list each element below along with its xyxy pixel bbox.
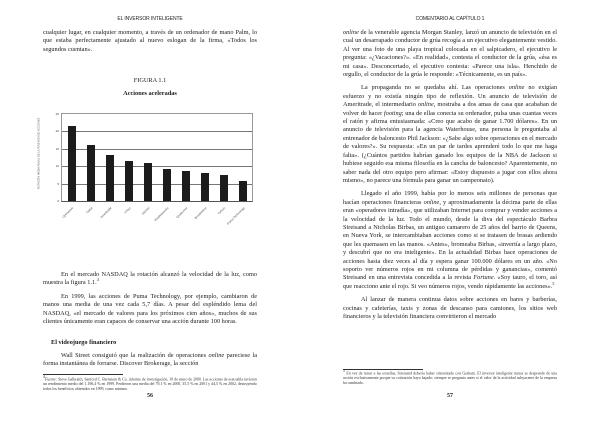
x-tick-label: Openwave bbox=[61, 206, 75, 219]
paragraph-wall-street: Wall Street consiguió que la realización de operaciones online pareciese la forma instantánea de forrarse. Discover Brokerage, la sección bbox=[43, 351, 257, 368]
footnote-left: $^4$Fuente: Steve Galbraith, Sanford C. Bernstein & Co. informe de investigación, 10 de enero de 2000. Las acciones de esta tabla tuvieron un rendimiento medio del 1.196,4 % en 1999. Perdieron una media del 79,1 % en 2000, 35,5 % en 2001 y 44,5 % en 2002, destruyendo todos los beneficios obtenidos en 1999, como mínimo. bbox=[43, 374, 257, 392]
x-tick-label: Inktomi bbox=[140, 206, 151, 216]
chart-bar bbox=[239, 181, 247, 201]
chart-bar bbox=[87, 145, 95, 201]
chart-bar bbox=[163, 169, 171, 201]
x-tick-label: Ameritrade bbox=[99, 206, 113, 220]
paragraph-1999: Llegado el año 1999, había por lo menos seis millones de personas que hacían operaciones financieras online, y aproximadamente la décima parte de ellas eran «operadores intradía», que utilizaban Internet para comprar y vender acciones a la velocidad de la luz. Todo el mundo, desde la diva del espectáculo Barbra Streisand a Nicholas Birbas, un antiguo camarero de 25 años del barrio de Queens, en Nueva York, se intercambiaban acciones como si se tratasen de brasas ardiendo que les quemasen en las manos. «Antes», bromeaba Birbas, «invertía a largo plazo, y descubrí que no era inteligente». En la actualidad Birbas hace operaciones de acciones hasta diez veces al día y espera ganar 100.000 dólares en un año. «No soporto ver números rojos en mi columna de pérdidas y ganancias», comentó Streisand en una entrevista concedida a la revista Fortune. «Soy tauro, el toro, así que reacciono ante el rojo. Si veo números rojos, vendo rápidamente las acciones».$^5$ bbox=[343, 190, 557, 290]
x-tick-label: CMGI bbox=[84, 206, 94, 215]
x-tick-label: RealNetworks bbox=[153, 206, 170, 223]
figure-title: Acciones aceleradas bbox=[123, 90, 177, 97]
footnote-divider bbox=[43, 374, 123, 375]
chart-bar bbox=[106, 155, 114, 201]
x-tick-label: Puma Technology bbox=[225, 206, 246, 226]
x-tick-label: eToys bbox=[122, 206, 132, 215]
chart-bar bbox=[182, 171, 190, 201]
running-head-right: COMENTARIO AL CAPÍTULO 1 bbox=[415, 16, 485, 22]
y-tick-label: 10 bbox=[55, 164, 59, 169]
y-tick-label: 5 bbox=[57, 181, 59, 186]
y-tick-label: 0 bbox=[57, 199, 59, 203]
chart-y-axis-label: ROTACIÓN MEDIA ANUAL DE LA TENENCIA DE ACCIONES bbox=[37, 117, 41, 190]
x-tick-label: Qualcomm bbox=[175, 206, 189, 220]
chart-bar bbox=[144, 163, 152, 201]
paragraph-nasdaq: En el mercado NASDAQ la rotación alcanzó la velocidad de la luz, como muestra la figura 1.1.$^4$ bbox=[43, 271, 257, 287]
bar-chart bbox=[33, 110, 263, 245]
page-number-right: 57 bbox=[447, 393, 453, 399]
chart-plot-area bbox=[55, 112, 253, 226]
footnote-right: $^5$ En vez de mirar a las estrellas, Streisand debería haber sintonizado con Graham. El inversor inteligente nunca se desprende de una acción exclusivamente porque su cotización haya bajado; siempre se pregunta antes si el valor de la actividad subyacente de la empresa ha cambiado. bbox=[343, 368, 557, 386]
body-text-right bbox=[343, 29, 557, 321]
footnote-divider bbox=[343, 369, 423, 370]
body-text-left bbox=[43, 271, 257, 369]
chart-bar bbox=[68, 126, 76, 201]
gridline bbox=[62, 131, 252, 132]
paragraph-propaganda: La propaganda no se quedaba ahí. Las operaciones online no exigían esfuerzo y no existía ningún tipo de reflexión. Un anuncio de televisión de Ameritrade, el intermediario online, mostraba a dos amas de casa que acababan de volver de hacer footing; una de ellas conecta su ordenador, pulsa unas cuantas veces el ratón y afirma entusiasmada: «Creo que acabo de ganar 1.700 dólares». En un anuncio de televisión para la agencia Waterhouse, una persona le preguntaba al entrenador de baloncesto Phil Jackson: «¿Sabe algo sobre operaciones en el mercado de valores?». Su respuesta: «En un par de tardes aprenderé todo lo que me haga falta». (¿Cuántos partidos habrían ganado los equipos de la NBA de Jackson si hubiese seguido esa misma filosofía en la cancha de baloncesto? Aparentemente, no saber nada del otro equipo pero afirmar: «Estoy dispuesto a jugar con ellos ahora mismo», no parece una fórmula para ganar un campeonato). bbox=[343, 84, 558, 184]
chart-bar bbox=[125, 161, 133, 201]
footnote-ref: 5 bbox=[552, 280, 555, 286]
opening-paragraph: cualquier lugar, en cualquier momento, a través de un ordenador de mano Palm, lo que estaba perfectamente ajustado al nuevo eslogan de la firma, «Todos los segundos cuentan». bbox=[43, 29, 257, 53]
paragraph-morgan-stanley: online de la venerable agencia Morgan Stanley, lanzó un anuncio de televisión en el cual un desarrapado conductor de grúa recogía a un ejecutivo elegantemente vestido. Al ver una foto de una playa tropical colocada en el salpicadero, el ejecutivo le pregunta: «¿Vacaciones?». «En realidad», contesta el conductor de la grúa, «ésa es mi casa». Desconcertado, el ejecutivo contesta: «Parece una isla». Henchido de orgullo, el conductor de la grúa le responde: «Técnicamente, es un país». bbox=[343, 29, 557, 79]
figure-label: FIGURA 1.1 bbox=[133, 77, 167, 84]
y-tick-label: 25 bbox=[55, 112, 59, 116]
right-page bbox=[300, 0, 600, 424]
paragraph-datos: Al lanzar de manera continua datos sobre acciones en bares y barberías, cocinas y cafeterías, taxis y zonas de descanso para camiones, los sitios web financieros y la televisión financiera convirtieron el mercado bbox=[343, 296, 557, 320]
page-number-left: 56 bbox=[147, 393, 153, 399]
y-tick-label: 20 bbox=[55, 129, 59, 134]
footnote-ref: 4 bbox=[96, 277, 99, 283]
y-tick-label: 15 bbox=[55, 146, 59, 151]
chart-bar bbox=[220, 175, 228, 201]
chart-bar bbox=[201, 173, 209, 201]
x-tick-label: Yahoo! bbox=[216, 206, 227, 216]
paragraph-puma: En 1999, las acciones de Puma Technology, por ejemplo, cambiaron de manos una media de una vez cada 5,7 días. A pesar del espléndido lema del NASDAQ, «el mercado de valores para los próximos cien años», muchos de sus clientes únicamente eran capaces de conservar una acción durante 100 horas. bbox=[43, 292, 257, 326]
opening-text bbox=[43, 29, 257, 54]
x-tick-label: Broadvision bbox=[193, 206, 208, 220]
running-head-left: EL INVERSOR INTELIGENTE bbox=[117, 16, 183, 22]
section-heading: El videojuego financiero bbox=[51, 339, 117, 347]
